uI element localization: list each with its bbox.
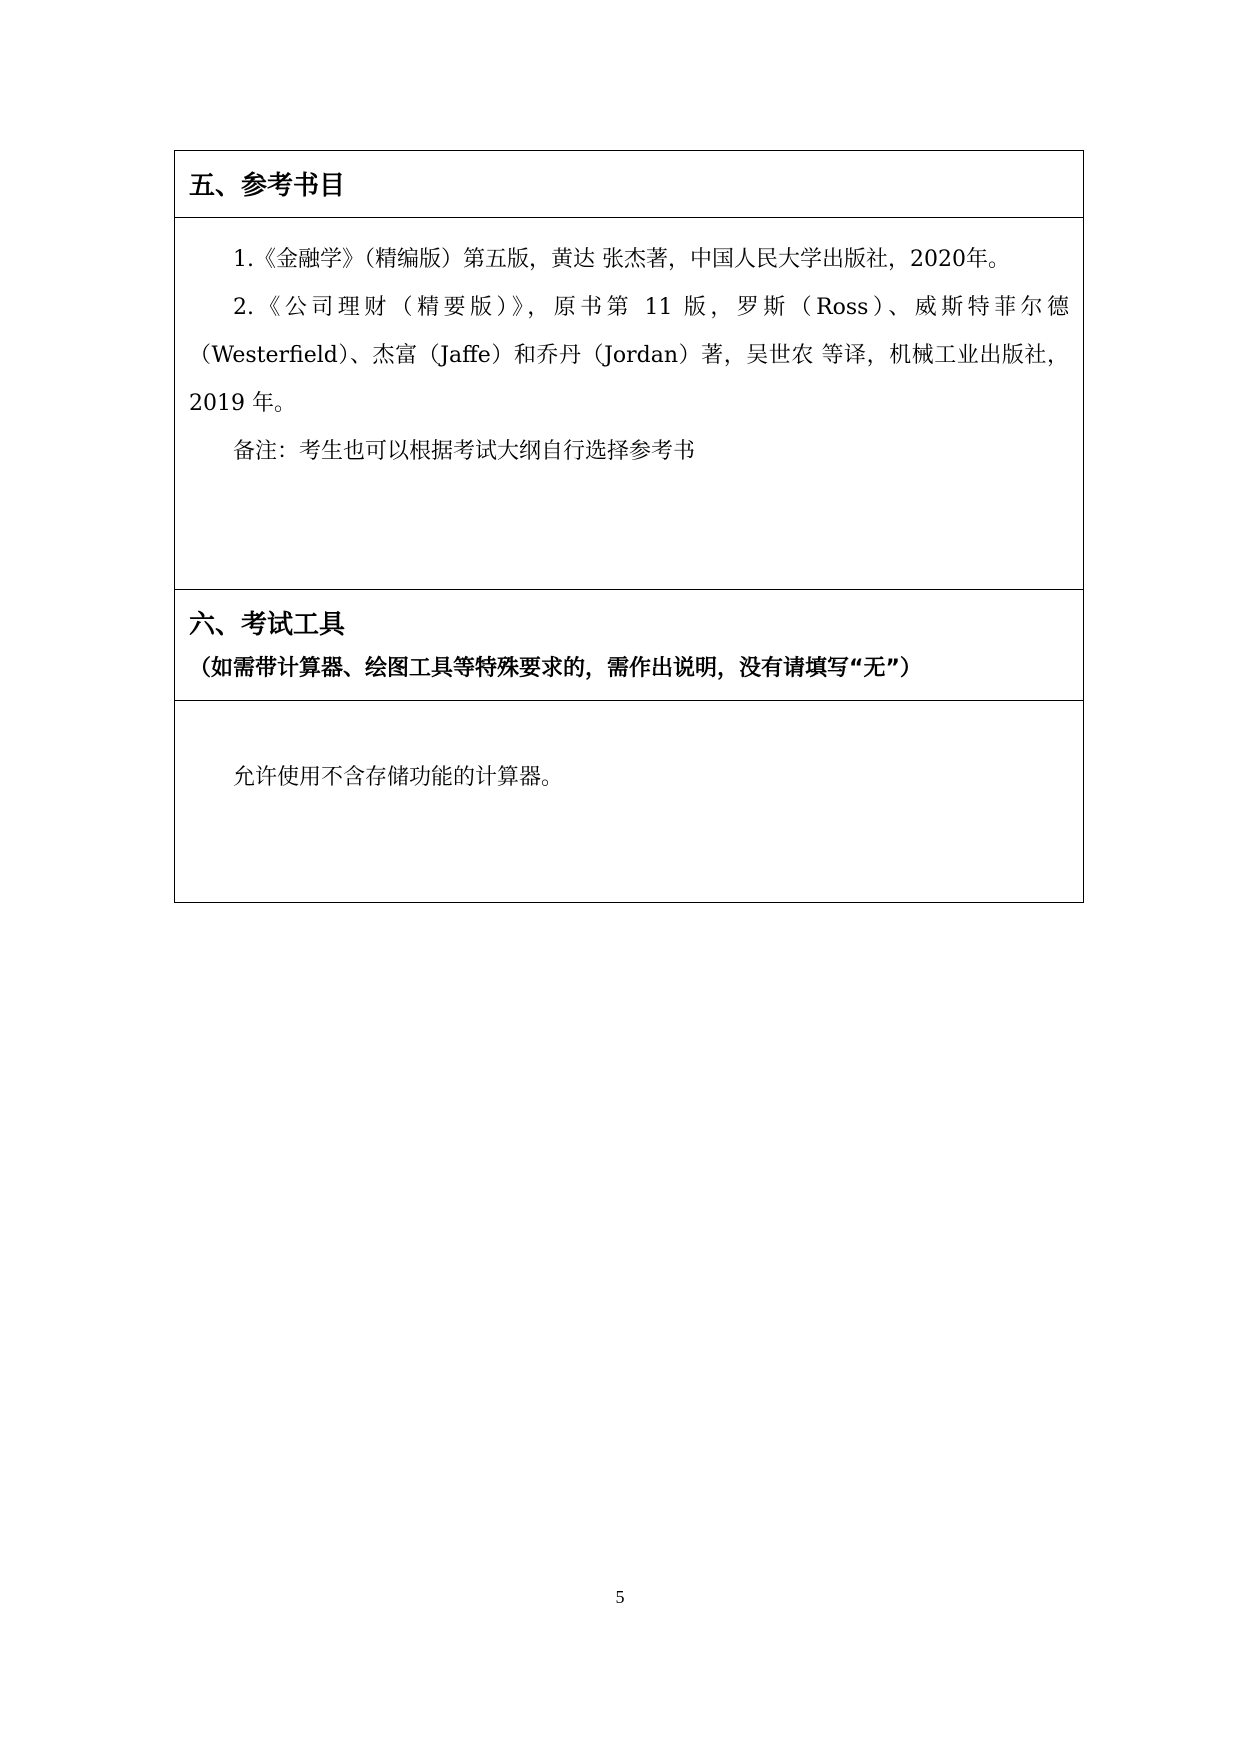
section6-heading: 六、考试工具	[189, 610, 346, 640]
section5-heading-row	[175, 151, 1084, 218]
section6-heading-cell	[175, 590, 1084, 701]
section5-heading: 五、参考书目	[189, 171, 346, 201]
reference-note: 备注：考生也可以根据考试大纲自行选择参考书	[233, 439, 696, 464]
reference-item-1: 1.《金融学》（精编版）第五版，黄达 张杰著，中国人民大学出版社，2020年。	[233, 247, 1010, 272]
section6-body-row	[175, 701, 1084, 903]
section6-heading-note: （如需带计算器、绘图工具等特殊要求的，需作出说明，没有请填写“无”）	[189, 656, 922, 681]
section5-body-cell	[175, 218, 1084, 590]
section6-heading-row	[175, 590, 1084, 701]
reference-item-2: 2.《公司理财（精要版）》，原书第 11 版，罗斯（Ross）、威斯特菲尔德（Westerfield）、杰富（Jaffe）和乔丹（Jordan）著，吴世农 等译，机械工业出版社，2019 年。	[189, 295, 1069, 416]
document-table	[174, 150, 1084, 903]
page-number: 5	[615, 1587, 625, 1607]
section6-body-cell	[175, 701, 1084, 903]
section5-heading-cell	[175, 151, 1084, 218]
section5-body-row	[175, 218, 1084, 590]
exam-tools-content: 允许使用不含存储功能的计算器。	[233, 765, 564, 790]
